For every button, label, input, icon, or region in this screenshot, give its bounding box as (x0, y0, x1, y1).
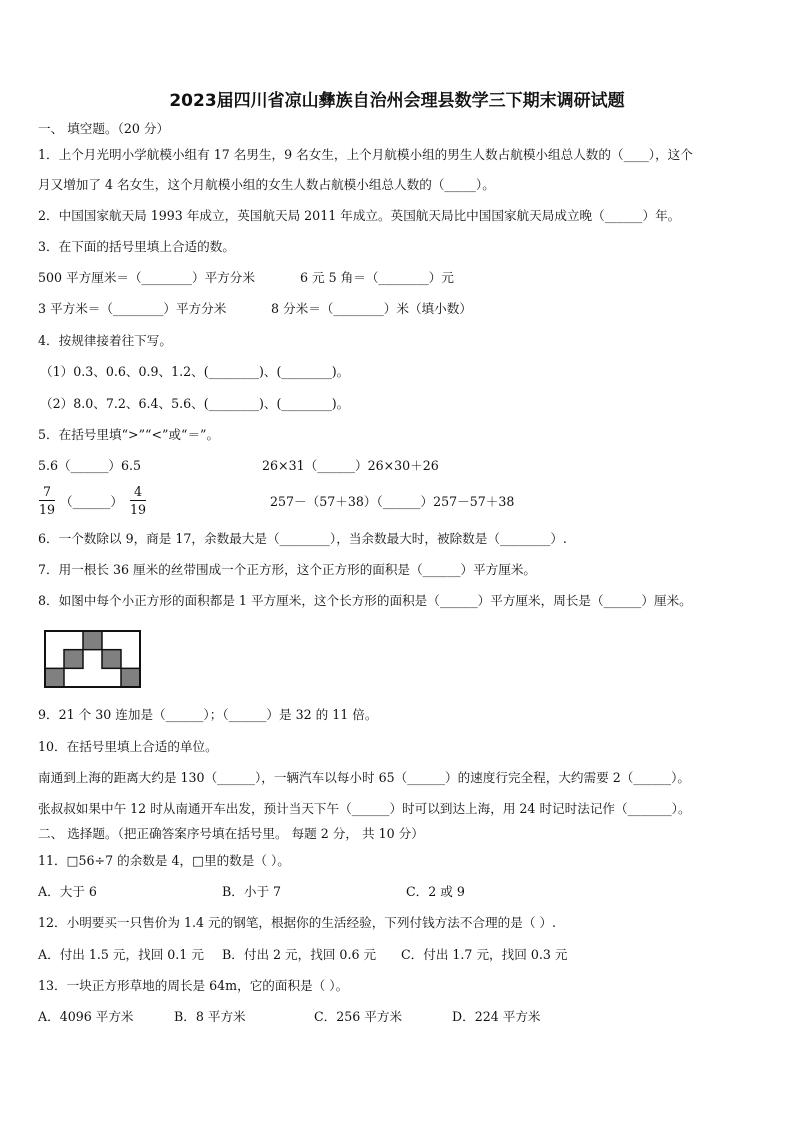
fraction-numerator: 7 (43, 484, 52, 499)
question-5-stem: 5．在括号里填“>”“<”或“＝”。 (38, 427, 220, 442)
question-12-option-b: B．付出 2 元，找回 0.6 元 (222, 947, 377, 962)
fraction-bar (130, 500, 146, 501)
question-3-item-4: 8 分米＝（________）米（填小数） (271, 301, 472, 316)
question-10-line-2: 张叔叔如果中午 12 时从南通开车出发，预计当天下午（______）时可以到达上海，用 24 时记时法记作（_______）。 (38, 801, 691, 816)
question-13-option-c: C．256 平方米 (314, 1009, 403, 1024)
question-13-stem: 13．一块正方形草地的周长是 64m，它的面积是（ ）。 (38, 978, 349, 993)
question-4-item-2: （2）8.0、7.2、6.4、5.6、(________)、(________)。 (40, 396, 350, 411)
section-heading-fill-blank: 一、 填空题。（20 分） (38, 121, 170, 136)
rectangle-grid-figure (44, 630, 142, 688)
question-3-item-3: 3 平方米＝（________）平方分米 (38, 301, 227, 316)
question-2: 2．中国国家航天局 1993 年成立，英国航天局 2011 年成立。英国航天局比中国国家航天局成立晚（______）年。 (38, 208, 681, 223)
question-1-line-1: 1．上个月光明小学航模小组有 17 名男生，9 名女生，上个月航模小组的男生人数占航模小组总人数的（____），这个 (38, 147, 693, 162)
question-3-item-1: 500 平方厘米＝（________）平方分米 (38, 270, 255, 285)
shaded-grid-cell (121, 668, 140, 687)
question-5-item-1: 5.6（______）6.5 (38, 458, 142, 473)
question-10-line-1: 南通到上海的距离大约是 130（______），一辆汽车以每小时 65（______）的速度行完全程，大约需要 2（______）。 (38, 770, 690, 785)
question-10-stem: 10．在括号里填上合适的单位。 (38, 739, 218, 754)
question-12-stem: 12．小明要买一只售价为 1.4 元的钢笔，根据你的生活经验，下列付钱方法不合理的是（ ）. (38, 915, 557, 930)
question-4-stem: 4．按规律接着往下写。 (38, 333, 172, 348)
question-4-item-1: （1）0.3、0.6、0.9、1.2、(________)、(________)。 (40, 364, 350, 379)
fraction-denominator: 19 (130, 502, 147, 517)
section-heading-multiple-choice: 二、 选择题。（把正确答案序号填在括号里。 每题 2 分， 共 10 分） (38, 826, 424, 841)
question-1-line-2: 月又增加了 4 名女生，这个月航模小组的女生人数占航模小组总人数的（_____）。 (38, 177, 495, 192)
fraction-numerator: 4 (134, 484, 143, 499)
fraction-4-19 (130, 484, 146, 517)
shaded-grid-cell (83, 631, 102, 650)
question-3-item-2: 6 元 5 角＝（________）元 (300, 270, 454, 285)
question-5-item-4: 257－（57＋38）（______）257－57＋38 (270, 494, 515, 509)
fraction-denominator: 19 (39, 502, 56, 517)
fraction-bar (39, 500, 55, 501)
question-9: 9．21 个 30 连加是（______）；（______）是 32 的 11 倍。 (38, 707, 378, 722)
shaded-grid-cell (102, 650, 121, 669)
question-11-stem: 11．□56÷7 的余数是 4，□里的数是（ ）。 (38, 853, 290, 868)
question-5-item-2: 26×31（______）26×30＋26 (262, 458, 439, 473)
shaded-grid-cell (64, 650, 83, 669)
question-7: 7．用一根长 36 厘米的丝带围成一个正方形，这个正方形的面积是（______）平方厘米。 (38, 562, 537, 577)
question-12-option-a: A．付出 1.5 元，找回 0.1 元 (38, 947, 204, 962)
shaded-grid-cell (45, 668, 64, 687)
page-title: 2023届四川省凉山彝族自治州会理县数学三下期末调研试题 (169, 91, 625, 111)
question-12-option-c: C．付出 1.7 元，找回 0.3 元 (401, 947, 568, 962)
question-13-option-b: B．8 平方米 (174, 1009, 246, 1024)
fraction-7-19 (39, 484, 55, 517)
question-11-option-a: A．大于 6 (38, 884, 97, 899)
question-11-option-b: B．小于 7 (222, 884, 282, 899)
question-13-option-d: D．224 平方米 (452, 1009, 541, 1024)
question-3-stem: 3．在下面的括号里填上合适的数。 (38, 239, 235, 254)
question-6: 6．一个数除以 9，商是 17，余数最大是（________），当余数最大时，被除数是（________）. (38, 531, 567, 546)
question-11-option-c: C．2 或 9 (406, 884, 465, 899)
question-5-compare-blank: （______） (60, 494, 123, 509)
question-8: 8．如图中每个小正方形的面积都是 1 平方厘米，这个长方形的面积是（______）平方厘米，周长是（______）厘米。 (38, 593, 692, 608)
question-13-option-a: A．4096 平方米 (38, 1009, 134, 1024)
